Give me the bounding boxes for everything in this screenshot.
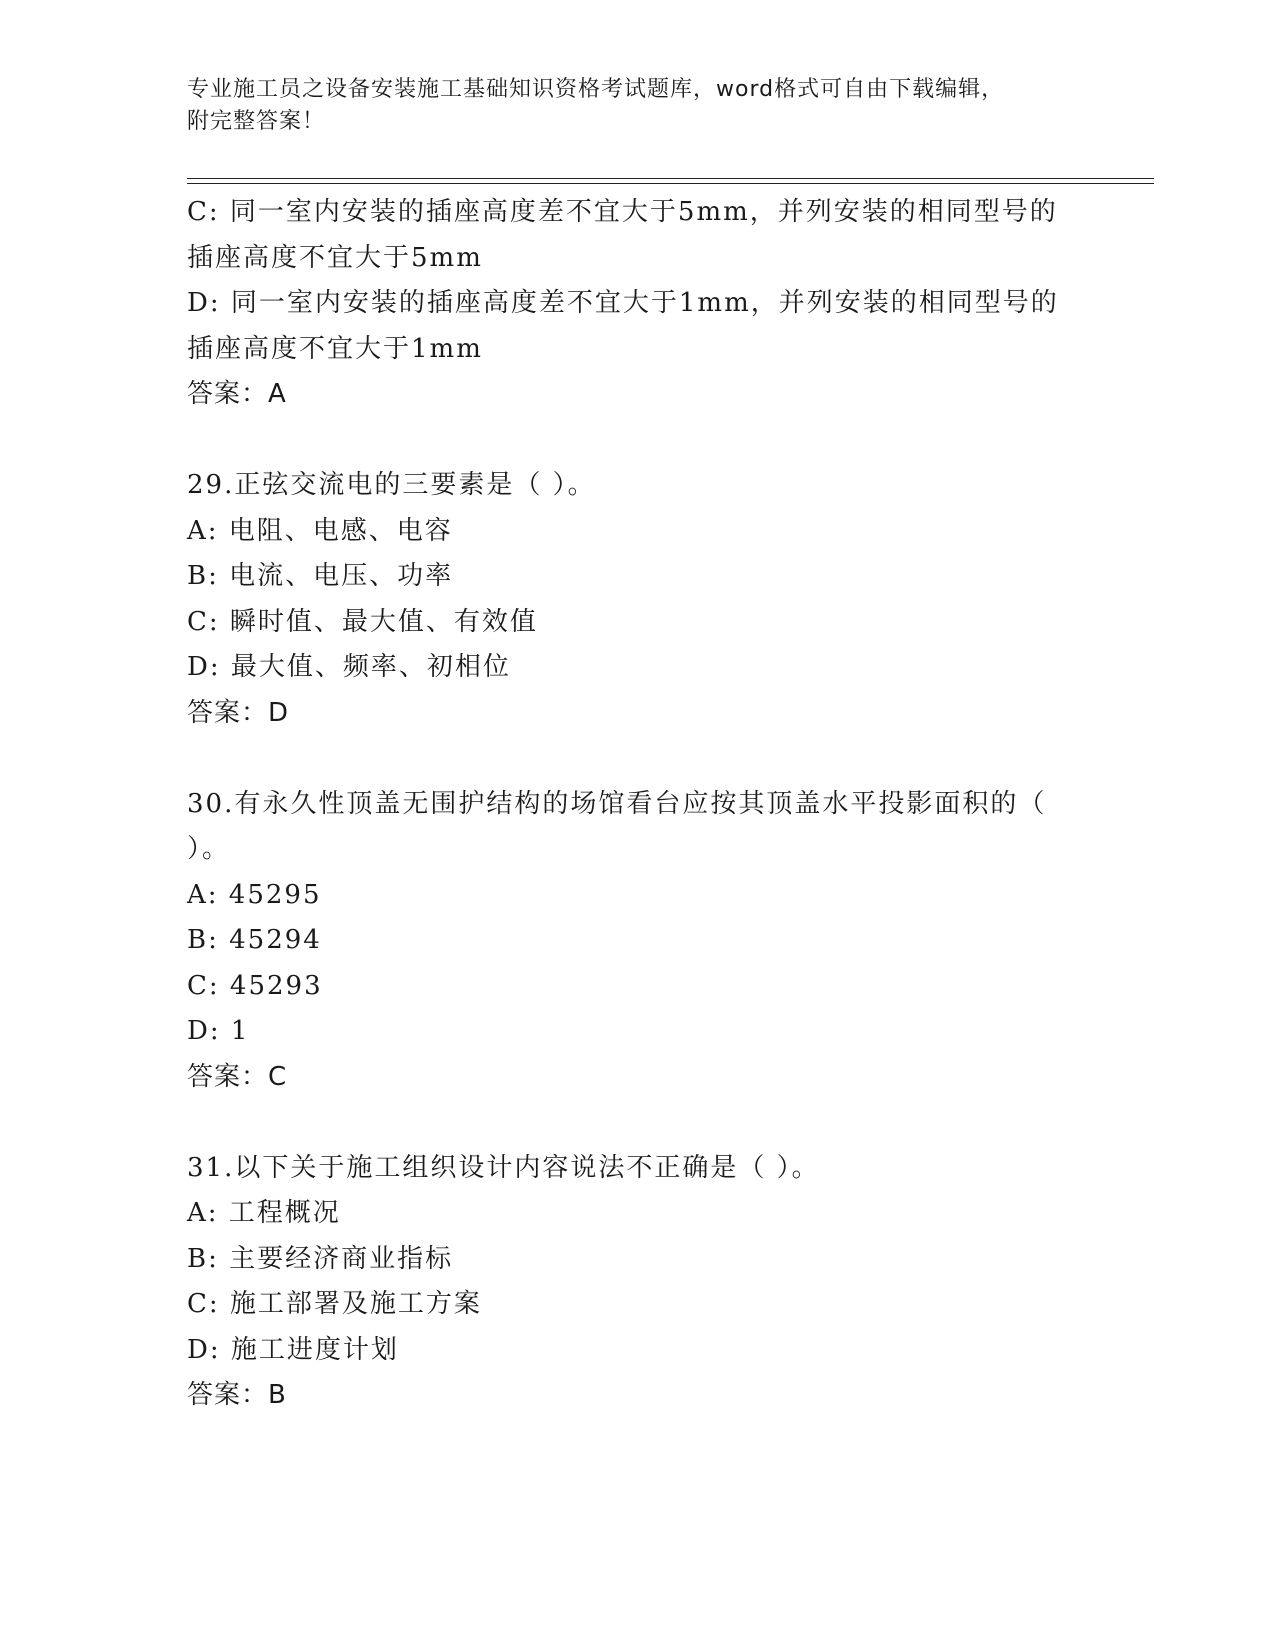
option-c-line-1: C: 同一室内安装的插座高度差不宜大于5mm，并列安装的相同型号的 bbox=[187, 197, 1058, 227]
option-c: C: 瞬时值、最大值、有效值 bbox=[187, 606, 538, 637]
question-28-block bbox=[187, 190, 1087, 418]
option-b: B: 主要经济商业指标 bbox=[187, 1243, 454, 1274]
option-b: B: 电流、电压、功率 bbox=[187, 561, 454, 591]
question-list bbox=[187, 190, 1087, 1419]
option-a: A: 工程概况 bbox=[187, 1198, 341, 1228]
option-a: A: 45295 bbox=[187, 879, 322, 910]
spacer bbox=[187, 1100, 1087, 1146]
answer-label: 答案：B bbox=[187, 1380, 287, 1410]
question-31-block bbox=[187, 1146, 1087, 1419]
option-d-line-1: D: 同一室内安装的插座高度差不宜大于1mm，并列安装的相同型号的 bbox=[187, 288, 1059, 318]
question-text-line-1: 30.有永久性顶盖无围护结构的场馆看台应按其顶盖水平投影面积的（ bbox=[187, 788, 1047, 819]
question-30-block bbox=[187, 782, 1087, 1101]
header-line-1: 专业施工员之设备安装施工基础知识资格考试题库，word格式可自由下载编辑， bbox=[187, 77, 1005, 102]
option-d: D: 1 bbox=[187, 1016, 250, 1046]
header-divider-bottom bbox=[187, 183, 1154, 184]
answer-label: 答案：A bbox=[187, 379, 287, 409]
question-text: 31.以下关于施工组织设计内容说法不正确是（ ）。 bbox=[187, 1152, 820, 1183]
option-d: D: 施工进度计划 bbox=[187, 1334, 399, 1365]
document-header bbox=[187, 74, 1087, 138]
header-line-2: 附完整答案！ bbox=[187, 109, 326, 134]
question-text: 29.正弦交流电的三要素是（ ）。 bbox=[187, 470, 596, 500]
header-divider-top bbox=[187, 178, 1154, 179]
option-c: C: 45293 bbox=[187, 970, 323, 1001]
question-29-block bbox=[187, 463, 1087, 736]
question-text-line-2: ）。 bbox=[187, 834, 231, 864]
option-c: C: 施工部署及施工方案 bbox=[187, 1289, 482, 1319]
option-c-line-2: 插座高度不宜大于5mm bbox=[187, 242, 483, 273]
option-b: B: 45294 bbox=[187, 925, 322, 955]
option-d-line-2: 插座高度不宜大于1mm bbox=[187, 333, 483, 364]
answer-label: 答案：C bbox=[187, 1061, 288, 1092]
spacer bbox=[187, 736, 1087, 782]
answer-label: 答案：D bbox=[187, 697, 290, 728]
option-a: A: 电阻、电感、电容 bbox=[187, 515, 453, 546]
option-d: D: 最大值、频率、初相位 bbox=[187, 652, 511, 682]
spacer bbox=[187, 418, 1087, 464]
